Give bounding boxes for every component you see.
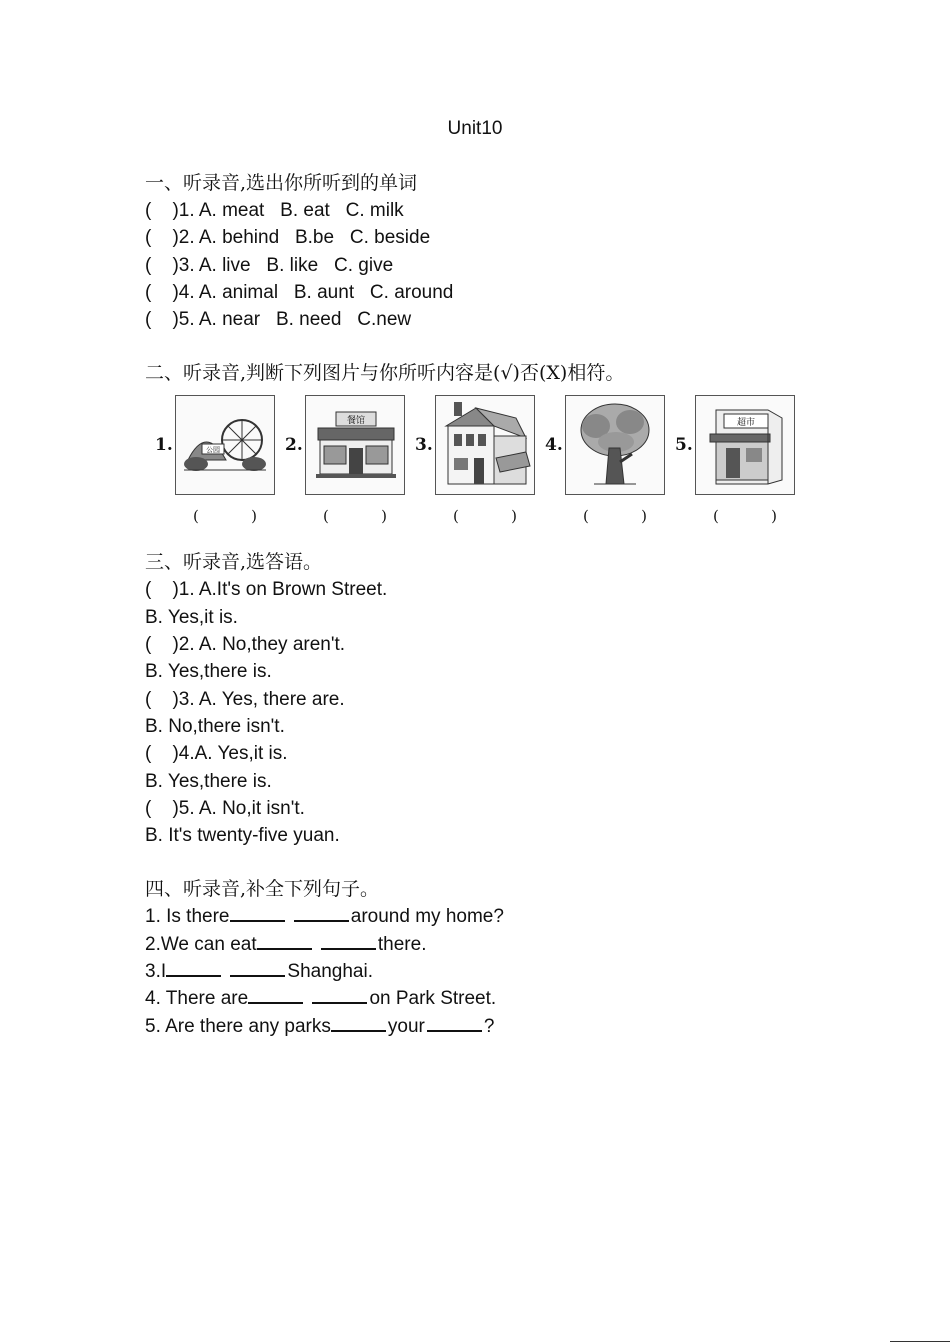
section-1-heading: 一、听录音,选出你所听到的单词 [145, 172, 418, 194]
picture-item-2 [275, 395, 405, 535]
question-item: ( )1. A. meat B. eat C. milk [145, 200, 404, 221]
paren-close: ) [511, 507, 517, 526]
picture-item-5 [665, 395, 795, 535]
picture-number: 3. [415, 435, 433, 456]
restaurant-icon [306, 396, 404, 494]
question-item: ( )3. A. live B. like C. give [145, 254, 394, 276]
answer-option: B. Yes,it is. [145, 606, 238, 628]
footer-rule [890, 1341, 950, 1342]
section-4 [145, 876, 845, 1039]
sentence-text: 2.We can eat [145, 933, 257, 955]
park-icon [176, 396, 274, 494]
blank-field[interactable] [230, 903, 285, 922]
fill-sentence-3 [145, 958, 845, 985]
park-sign: 公园 [206, 447, 220, 455]
sentence-text: around my home? [350, 906, 504, 928]
picture-number: 5. [675, 435, 693, 456]
question-item: ( )5. A. near B. need C.new [145, 309, 412, 331]
answer-option: B. Yes,there is. [145, 770, 272, 792]
blank-field[interactable] [312, 985, 367, 1004]
sentence-text: 3.I [145, 961, 167, 983]
house-picture [435, 395, 535, 495]
picture-item-3 [405, 395, 535, 535]
sentence-text: ? [483, 1015, 495, 1037]
question-item: ( )4. A. animal B. aunt C. around [145, 281, 454, 303]
section-2-heading: 二、听录音,判断下列图片与你所听内容是(√)否(X)相符。 [145, 362, 625, 385]
paren-close: ) [771, 507, 777, 526]
answer-option: B. Yes,there is. [145, 661, 272, 683]
sentence-text: 4. There are [145, 988, 249, 1010]
paren-open: ( [193, 507, 199, 526]
answer-brackets[interactable] [193, 507, 257, 525]
park-picture [175, 395, 275, 495]
sentence-text: Shanghai. [287, 961, 373, 983]
sentence-text: 5. Are there any parks [145, 1015, 331, 1037]
paren-open: ( [453, 507, 459, 526]
sentence-text: there. [377, 933, 427, 955]
section-2 [145, 360, 845, 545]
answer-option: B. It's twenty-five yuan. [145, 825, 340, 847]
picture-number: 4. [545, 435, 563, 456]
question-item: ( )3. A. Yes, there are. [145, 688, 345, 710]
picture-number: 2. [285, 435, 303, 456]
fill-sentence-2 [145, 931, 845, 958]
section-1 [145, 170, 845, 333]
picture-number: 1. [155, 435, 173, 456]
question-item: ( )5. A. No,it isn't. [145, 797, 305, 819]
supermarket-picture [695, 395, 795, 495]
answer-brackets[interactable] [583, 507, 647, 525]
paren-open: ( [323, 507, 329, 526]
paren-close: ) [251, 507, 257, 526]
blank-field[interactable] [230, 958, 285, 977]
picture-item-1 [145, 395, 275, 535]
section-4-heading: 四、听录音,补全下列句子。 [145, 878, 380, 901]
picture-item-4 [535, 395, 665, 535]
question-item: ( )2. A. No,they aren't. [145, 634, 346, 656]
blank-field[interactable] [294, 903, 349, 922]
question-item: ( )1. A.It's on Brown Street. [145, 579, 388, 601]
supermarket-icon [696, 396, 794, 494]
section-3 [145, 549, 845, 849]
blank-field[interactable] [248, 985, 303, 1004]
section-3-heading: 三、听录音,选答语。 [145, 551, 323, 574]
page-title: Unit10 [447, 118, 503, 139]
paren-close: ) [381, 507, 387, 526]
fill-sentence-4 [145, 985, 845, 1012]
sentence-text: 1. Is there [145, 906, 230, 928]
blank-field[interactable] [257, 931, 312, 950]
picture-row [145, 395, 845, 545]
paren-open: ( [713, 507, 719, 526]
blank-field[interactable] [427, 1013, 482, 1032]
question-item: ( )2. A. behind B.be C. beside [145, 227, 431, 249]
answer-brackets[interactable] [453, 507, 517, 525]
tree-icon [566, 396, 664, 494]
restaurant-picture [305, 395, 405, 495]
blank-field[interactable] [166, 958, 221, 977]
house-icon [436, 396, 534, 494]
answer-brackets[interactable] [713, 507, 777, 525]
fill-sentence-1 [145, 903, 845, 930]
paren-open: ( [583, 507, 589, 526]
fill-sentence-5 [145, 1013, 845, 1040]
blank-field[interactable] [321, 931, 376, 950]
sentence-text: your [387, 1015, 425, 1037]
blank-field[interactable] [331, 1013, 386, 1032]
restaurant-sign: 餐馆 [346, 415, 366, 426]
supermarket-sign: 超市 [736, 417, 756, 428]
answer-option: B. No,there isn't. [145, 715, 285, 737]
sentence-text: on Park Street. [369, 988, 497, 1010]
tree-picture [565, 395, 665, 495]
answer-brackets[interactable] [323, 507, 387, 525]
question-item: ( )4.A. Yes,it is. [145, 743, 288, 765]
worksheet-content [145, 170, 845, 1040]
paren-close: ) [641, 507, 647, 526]
